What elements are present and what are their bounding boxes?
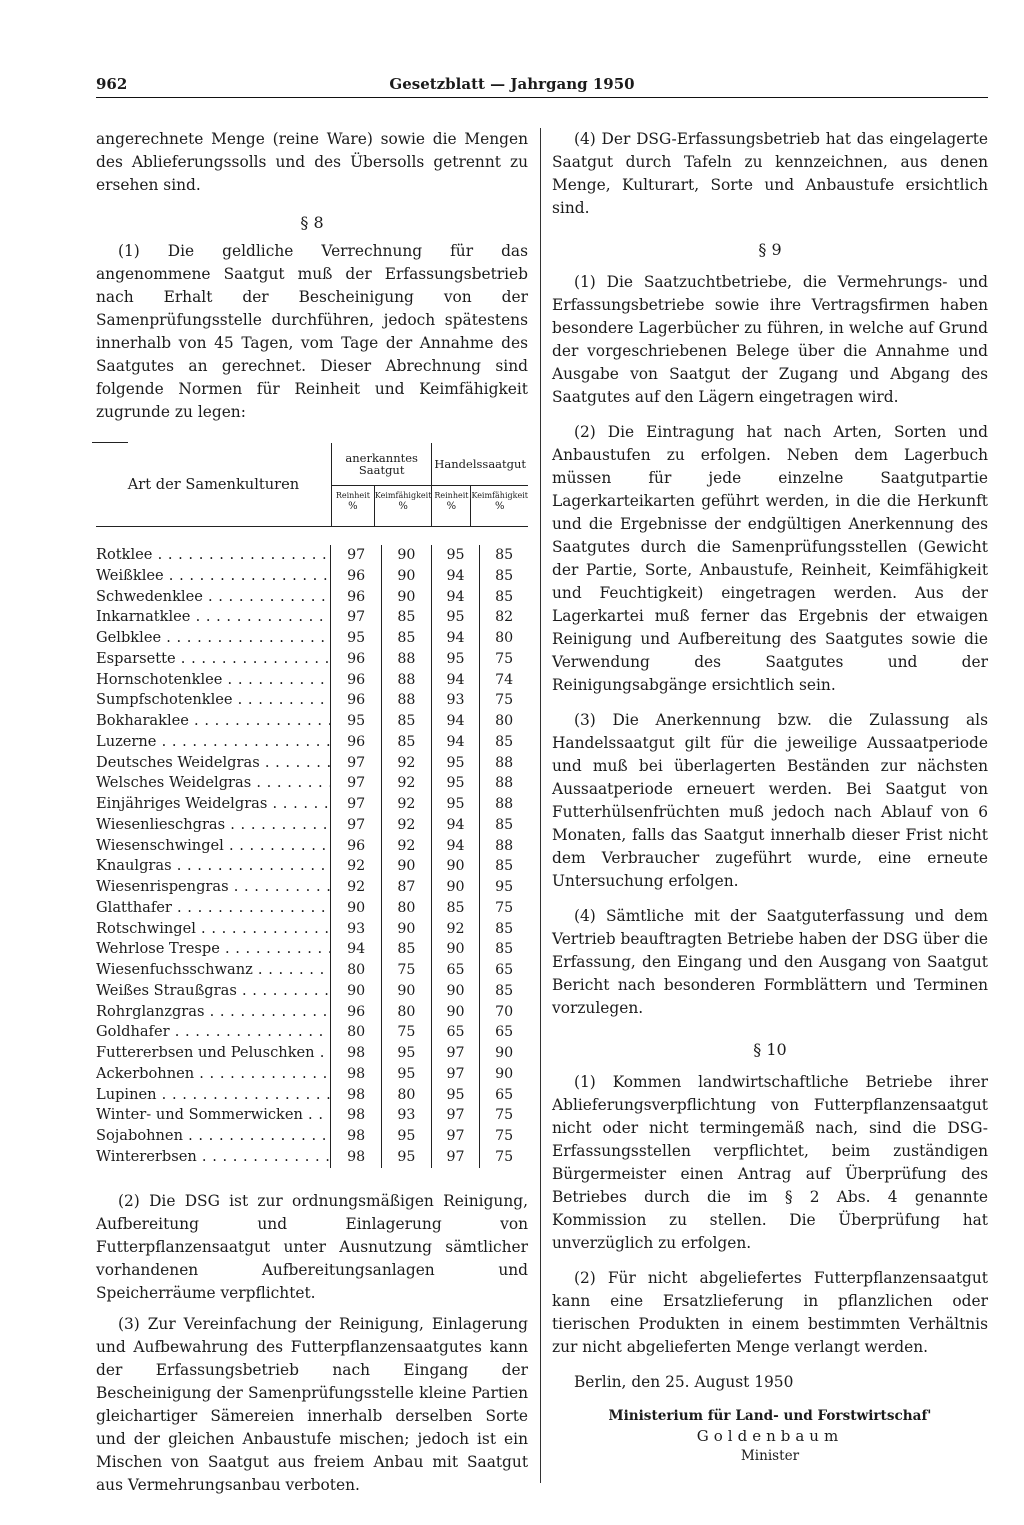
keim-handel-cell: 88 [479, 836, 528, 857]
keim-handel-cell: 85 [479, 981, 528, 1002]
keim-handel-cell: 75 [479, 1105, 528, 1126]
keim-anerkannt-cell: 85 [381, 732, 431, 753]
right-column [552, 128, 988, 1466]
keim-anerkannt-cell: 80 [381, 1085, 431, 1106]
reinheit-anerkannt-cell: 97 [330, 773, 381, 794]
reinheit-handel-cell: 94 [431, 732, 480, 753]
keim-anerkannt-cell: 75 [381, 960, 431, 981]
reinheit-anerkannt-cell: 96 [330, 587, 381, 608]
reinheit-anerkannt-cell: 94 [330, 939, 381, 960]
crop-name: Inkarnatklee . . . [96, 607, 330, 628]
reinheit-anerkannt-cell: 98 [330, 1147, 381, 1168]
crop-name: Weißklee . . . [96, 566, 330, 587]
table-row [96, 981, 528, 1002]
reinheit-handel-cell: 85 [431, 898, 480, 919]
section-8-paragraph-3: (3) Zur Vereinfachung der Reinigung, Einlagerung und Aufbewahrung des Futterpflanzensaatgutes kann der Erfassungsbetrieb nach Eingang der Bescheinigung der Samenprüfungsstelle kleine Partien gleichartiger Sämereien innerhalb derselben Sorte und der gleichen Anbaustufe mischen; jedoch ist ein Mischen von Saatgut aus freiem Anbau mit Saatgut aus Vermehrungsanbau verboten. [96, 1314, 528, 1494]
section-10-heading: § 10 [753, 1040, 787, 1059]
keim-handel-cell: 85 [479, 545, 528, 566]
keim-handel-cell: 65 [479, 1022, 528, 1043]
keim-anerkannt-cell: 90 [381, 545, 431, 566]
keim-anerkannt-cell: 80 [381, 1002, 431, 1023]
reinheit-anerkannt-cell: 93 [330, 919, 381, 940]
running-title: Gesetzblatt — Jahrgang 1950 [389, 75, 635, 93]
crop-name: Goldhafer . . . [96, 1022, 330, 1043]
reinheit-anerkannt-cell: 95 [330, 711, 381, 732]
signature-name: Goldenbaum [696, 1427, 844, 1445]
paragraph-4: (4) Der DSG-Erfassungsbetrieb hat das eingelagerte Saatgut durch Tafeln zu kennzeichnen, aus denen Menge, Kulturart, Sorte und Anbaustufe ersichtlich sind. [552, 130, 988, 217]
table-row [96, 1064, 528, 1085]
reinheit-handel-cell: 95 [431, 649, 480, 670]
reinheit-anerkannt-cell: 96 [330, 836, 381, 857]
crop-name: Gelbklee . . . [96, 628, 330, 649]
keim-handel-cell: 88 [479, 773, 528, 794]
reinheit-anerkannt-cell: 97 [330, 545, 381, 566]
keim-anerkannt-cell: 90 [381, 981, 431, 1002]
reinheit-anerkannt-cell: 96 [330, 649, 381, 670]
reinheit-anerkannt-cell: 97 [330, 815, 381, 836]
table-row [96, 1022, 528, 1043]
reinheit-anerkannt-cell: 92 [330, 856, 381, 877]
table-row [96, 773, 528, 794]
table-row [96, 587, 528, 608]
keim-anerkannt-cell: 95 [381, 1064, 431, 1085]
keim-anerkannt-cell: 88 [381, 649, 431, 670]
reinheit-anerkannt-cell: 90 [330, 898, 381, 919]
reinheit-anerkannt-cell: 96 [330, 690, 381, 711]
table-row [96, 1126, 528, 1147]
crop-name: Welsches Weidelgras . . . [96, 773, 330, 794]
table-row [96, 628, 528, 649]
subhead-reinheit-2: Reinheit % [434, 491, 469, 512]
reinheit-handel-cell: 90 [431, 856, 480, 877]
keim-handel-cell: 88 [479, 753, 528, 774]
table-row [96, 856, 528, 877]
subhead-reinheit-1: Reinheit % [335, 491, 370, 512]
reinheit-handel-cell: 97 [431, 1064, 480, 1085]
keim-anerkannt-cell: 85 [381, 628, 431, 649]
reinheit-anerkannt-cell: 96 [330, 670, 381, 691]
table-row [96, 1105, 528, 1126]
header-group-anerkannt [331, 443, 432, 526]
reinheit-handel-cell: 97 [431, 1105, 480, 1126]
keim-anerkannt-cell: 95 [381, 1126, 431, 1147]
keim-handel-cell: 75 [479, 690, 528, 711]
reinheit-handel-cell: 97 [431, 1043, 480, 1064]
keim-handel-cell: 65 [479, 960, 528, 981]
crop-name: Rotklee . . . [96, 545, 330, 566]
crop-name: Knaulgras . . . [96, 856, 330, 877]
reinheit-anerkannt-cell: 97 [330, 794, 381, 815]
crop-name: Rohrglanzgras . . . [96, 1002, 330, 1023]
crop-name: Deutsches Weidelgras . . . [96, 753, 330, 774]
keim-handel-cell: 75 [479, 649, 528, 670]
keim-anerkannt-cell: 85 [381, 939, 431, 960]
reinheit-anerkannt-cell: 98 [330, 1105, 381, 1126]
crop-name: Bokharaklee . . . [96, 711, 330, 732]
keim-handel-cell: 80 [479, 628, 528, 649]
table-row [96, 1147, 528, 1168]
crop-name: Winter- und Sommerwicken . . . [96, 1105, 330, 1126]
table-row [96, 753, 528, 774]
table-row [96, 545, 528, 566]
table-row [96, 877, 528, 898]
keim-anerkannt-cell: 93 [381, 1105, 431, 1126]
column-divider [540, 128, 541, 1483]
crop-name: Wintererbsen . . . [96, 1147, 330, 1168]
signature-title: Minister [740, 1448, 800, 1464]
keim-anerkannt-cell: 88 [381, 690, 431, 711]
keim-anerkannt-cell: 90 [381, 919, 431, 940]
keim-anerkannt-cell: 92 [381, 753, 431, 774]
section-8-paragraph-2: (2) Die DSG ist zur ordnungsmäßigen Reinigung, Aufbereitung und Einlagerung von Futterpflanzensaatgut unter Ausnutzung sämtlicher vorhandenen Aufbereitungsanlagen und Speicherräume verpflichtet. [96, 1191, 528, 1302]
signature-block [552, 1406, 988, 1466]
reinheit-handel-cell: 95 [431, 794, 480, 815]
reinheit-handel-cell: 65 [431, 1022, 480, 1043]
table-row [96, 607, 528, 628]
keim-handel-cell: 85 [479, 732, 528, 753]
crop-name: Wehrlose Trespe . . . [96, 939, 330, 960]
crop-name: Wiesenschwingel . . . [96, 836, 330, 857]
continued-paragraph: angerechnete Menge (reine Ware) sowie die Mengen des Ablieferungssolls und des Übersolls getrennt zu ersehen sind. [96, 130, 528, 194]
keim-anerkannt-cell: 95 [381, 1043, 431, 1064]
keim-handel-cell: 65 [479, 1085, 528, 1106]
section-9-paragraph-4: (4) Sämtliche mit der Saatguterfassung und dem Vertrieb beauftragten Betriebe haben der DSG über die Erfassung, den Eingang und den Ausgang von Saatgut Bericht nach besonderen Formblättern und Terminen vorzulegen. [552, 907, 988, 1017]
signature-ministry: Ministerium für Land- und Forstwirtschaf' [608, 1408, 932, 1424]
keim-handel-cell: 85 [479, 919, 528, 940]
crop-name: Glatthafer . . . [96, 898, 330, 919]
section-10-paragraph-2: (2) Für nicht abgeliefertes Futterpflanzensaatgut kann eine Ersatzlieferung in pflanzlichen oder tierischen Produkten in einem bestimmten Verhältnis zur nicht abgelieferten Menge verlangt werden. [552, 1269, 988, 1356]
reinheit-handel-cell: 95 [431, 545, 480, 566]
crop-name: Wiesenrispengras . . . [96, 877, 330, 898]
reinheit-handel-cell: 92 [431, 919, 480, 940]
keim-anerkannt-cell: 85 [381, 607, 431, 628]
table-row [96, 649, 528, 670]
table-row [96, 690, 528, 711]
reinheit-handel-cell: 90 [431, 1002, 480, 1023]
crop-name: Futtererbsen und Peluschken . . . [96, 1043, 330, 1064]
reinheit-handel-cell: 95 [431, 773, 480, 794]
reinheit-handel-cell: 94 [431, 670, 480, 691]
keim-handel-cell: 75 [479, 1126, 528, 1147]
reinheit-anerkannt-cell: 98 [330, 1064, 381, 1085]
table-row [96, 732, 528, 753]
table-body [96, 527, 528, 1168]
subhead-keim-2: Keimfähigkeit % [470, 486, 528, 526]
reinheit-handel-cell: 65 [431, 960, 480, 981]
crop-name: Ackerbohnen . . . [96, 1064, 330, 1085]
reinheit-anerkannt-cell: 92 [330, 877, 381, 898]
keim-handel-cell: 95 [479, 877, 528, 898]
reinheit-handel-cell: 95 [431, 607, 480, 628]
header-art: Art der Samenkulturen [127, 476, 300, 493]
keim-handel-cell: 75 [479, 898, 528, 919]
reinheit-anerkannt-cell: 98 [330, 1126, 381, 1147]
reinheit-handel-cell: 97 [431, 1126, 480, 1147]
left-column [96, 128, 528, 1497]
keim-anerkannt-cell: 92 [381, 815, 431, 836]
keim-anerkannt-cell: 75 [381, 1022, 431, 1043]
keim-handel-cell: 70 [479, 1002, 528, 1023]
keim-handel-cell: 75 [479, 1147, 528, 1168]
reinheit-handel-cell: 94 [431, 815, 480, 836]
keim-anerkannt-cell: 92 [381, 794, 431, 815]
table-row [96, 836, 528, 857]
crop-name: Sumpfschotenklee . . . [96, 690, 330, 711]
crop-name: Schwedenklee . . . [96, 587, 330, 608]
closing-date: Berlin, den 25. August 1950 [574, 1373, 794, 1391]
crop-name: Esparsette . . . [96, 649, 330, 670]
keim-handel-cell: 82 [479, 607, 528, 628]
keim-handel-cell: 85 [479, 566, 528, 587]
reinheit-anerkannt-cell: 80 [330, 1022, 381, 1043]
group-title-handel: Handelssaatgut [432, 443, 528, 486]
subhead-keim-1: Keimfähigkeit % [374, 486, 432, 526]
section-9-paragraph-2: (2) Die Eintragung hat nach Arten, Sorten und Anbaustufen zu erfolgen. Neben dem Lagerbuch müssen für jede einzelne Saatgutpartie Lagerkarteikarten geführt werden, in die die Herkunft und die Ergebnisse der endgültigen Anerkennung des Saatgutes durch die Samenprüfungsstellen (Gewicht der Partie, Sorte, Anbaustufe, Reinheit, Keimfähigkeit und Feuchtigkeit) eingetragen werden. Aus der Lagerkartei muß ferner das Ergebnis der etwaigen Reinigung und Aufbereitung des Saatgutes sowie die Verwendung des Saatgutes und der Reinigungsabgänge ersichtlich sein. [552, 423, 988, 694]
crop-name: Luzerne . . . [96, 732, 330, 753]
page-number: 962 [96, 75, 128, 93]
table-row [96, 1002, 528, 1023]
table-row [96, 939, 528, 960]
table-row [96, 1043, 528, 1064]
table-row [96, 794, 528, 815]
crop-name: Einjähriges Weidelgras . . . [96, 794, 330, 815]
reinheit-anerkannt-cell: 98 [330, 1085, 381, 1106]
reinheit-handel-cell: 93 [431, 690, 480, 711]
reinheit-anerkannt-cell: 96 [330, 566, 381, 587]
reinheit-handel-cell: 94 [431, 836, 480, 857]
table-row [96, 815, 528, 836]
reinheit-handel-cell: 90 [431, 981, 480, 1002]
table-row [96, 919, 528, 940]
header-group-handel [431, 443, 528, 526]
section-8-paragraph-1: (1) Die geldliche Verrechnung für das angenommene Saatgut muß der Erfassungsbetrieb nach Erhalt der Bescheinigung von der Samenprüfungsstelle durchführen, jedoch spätestens innerhalb von 45 Tagen, vom Tage der Annahme des Saatgutes an gerechnet. Dieser Abrechnung sind folgende Normen für Reinheit und Keimfähigkeit zugrunde zu legen: [96, 242, 528, 421]
reinheit-handel-cell: 90 [431, 939, 480, 960]
crop-name: Wiesenfuchsschwanz . . . [96, 960, 330, 981]
keim-handel-cell: 85 [479, 939, 528, 960]
header-rule [96, 97, 988, 98]
reinheit-handel-cell: 90 [431, 877, 480, 898]
reinheit-anerkannt-cell: 95 [330, 628, 381, 649]
reinheit-handel-cell: 94 [431, 566, 480, 587]
section-8-heading: § 8 [300, 213, 324, 232]
keim-anerkannt-cell: 92 [381, 773, 431, 794]
reinheit-anerkannt-cell: 90 [330, 981, 381, 1002]
reinheit-anerkannt-cell: 98 [330, 1043, 381, 1064]
table-row [96, 566, 528, 587]
section-9-paragraph-1: (1) Die Saatzuchtbetriebe, die Vermehrungs- und Erfassungsbetriebe sowie ihre Vertragsfirmen haben besondere Lagerbücher zu führen, in welche auf Grund der vorgeschriebenen Belege über die Annahme und Ausgabe von Saatgut der Zugang und Abgang des Saatgutes auf den Lägern eingetragen wird. [552, 273, 988, 406]
keim-anerkannt-cell: 85 [381, 711, 431, 732]
keim-anerkannt-cell: 92 [381, 836, 431, 857]
reinheit-handel-cell: 94 [431, 587, 480, 608]
keim-anerkannt-cell: 88 [381, 670, 431, 691]
keim-handel-cell: 90 [479, 1064, 528, 1085]
reinheit-handel-cell: 95 [431, 753, 480, 774]
reinheit-anerkannt-cell: 97 [330, 753, 381, 774]
keim-anerkannt-cell: 95 [381, 1147, 431, 1168]
reinheit-handel-cell: 97 [431, 1147, 480, 1168]
crop-name: Lupinen . . . [96, 1085, 330, 1106]
crop-name: Weißes Straußgras . . . [96, 981, 330, 1002]
table-row [96, 898, 528, 919]
table-row [96, 960, 528, 981]
keim-handel-cell: 90 [479, 1043, 528, 1064]
keim-anerkannt-cell: 87 [381, 877, 431, 898]
table-row [96, 670, 528, 691]
keim-handel-cell: 85 [479, 815, 528, 836]
keim-handel-cell: 88 [479, 794, 528, 815]
crop-name: Rotschwingel . . . [96, 919, 330, 940]
keim-anerkannt-cell: 90 [381, 587, 431, 608]
reinheit-anerkannt-cell: 96 [330, 1002, 381, 1023]
reinheit-handel-cell: 95 [431, 1085, 480, 1106]
crop-name: Wiesenlieschgras . . . [96, 815, 330, 836]
group-title-anerkannt: anerkanntes Saatgut [332, 443, 432, 486]
crop-name: Sojabohnen . . . [96, 1126, 330, 1147]
table-header [96, 443, 528, 527]
reinheit-anerkannt-cell: 96 [330, 732, 381, 753]
reinheit-anerkannt-cell: 80 [330, 960, 381, 981]
keim-handel-cell: 80 [479, 711, 528, 732]
keim-anerkannt-cell: 90 [381, 856, 431, 877]
norms-table [96, 442, 528, 1168]
section-9-paragraph-3: (3) Die Anerkennung bzw. die Zulassung als Handelssaatgut gilt für die jeweilige Aussaatperiode und muß bei überlagerten Beständen zur nächsten Aussaatperiode erneuert werden. Bei Saatgut von Futterhülsenfrüchten muß jedoch nach Ablauf von 6 Monaten, falls das Saatgut innerhalb dieser Frist nicht dem Verbraucher zugeführt wurde, eine erneute Untersuchung erfolgen. [552, 711, 988, 890]
keim-handel-cell: 85 [479, 587, 528, 608]
section-10-paragraph-1: (1) Kommen landwirtschaftliche Betriebe ihrer Ablieferungsverpflichtung von Futterpflanzensaatgut nicht oder nicht termingemäß nach, sind die DSG-Erfassungsstellen verpflichtet, beim zuständigen Bürgermeister einen Antrag auf Überprüfung des Betriebes durch die im § 2 Abs. 4 genannte Kommission zu stellen. Die Überprüfung hat unverzüglich zu erfolgen. [552, 1073, 988, 1252]
keim-handel-cell: 85 [479, 856, 528, 877]
table-row [96, 711, 528, 732]
keim-anerkannt-cell: 80 [381, 898, 431, 919]
keim-anerkannt-cell: 90 [381, 566, 431, 587]
crop-name: Hornschotenklee . . . [96, 670, 330, 691]
reinheit-handel-cell: 94 [431, 628, 480, 649]
section-9-heading: § 9 [758, 240, 782, 259]
table-row [96, 1085, 528, 1106]
reinheit-handel-cell: 94 [431, 711, 480, 732]
reinheit-anerkannt-cell: 97 [330, 607, 381, 628]
keim-handel-cell: 74 [479, 670, 528, 691]
